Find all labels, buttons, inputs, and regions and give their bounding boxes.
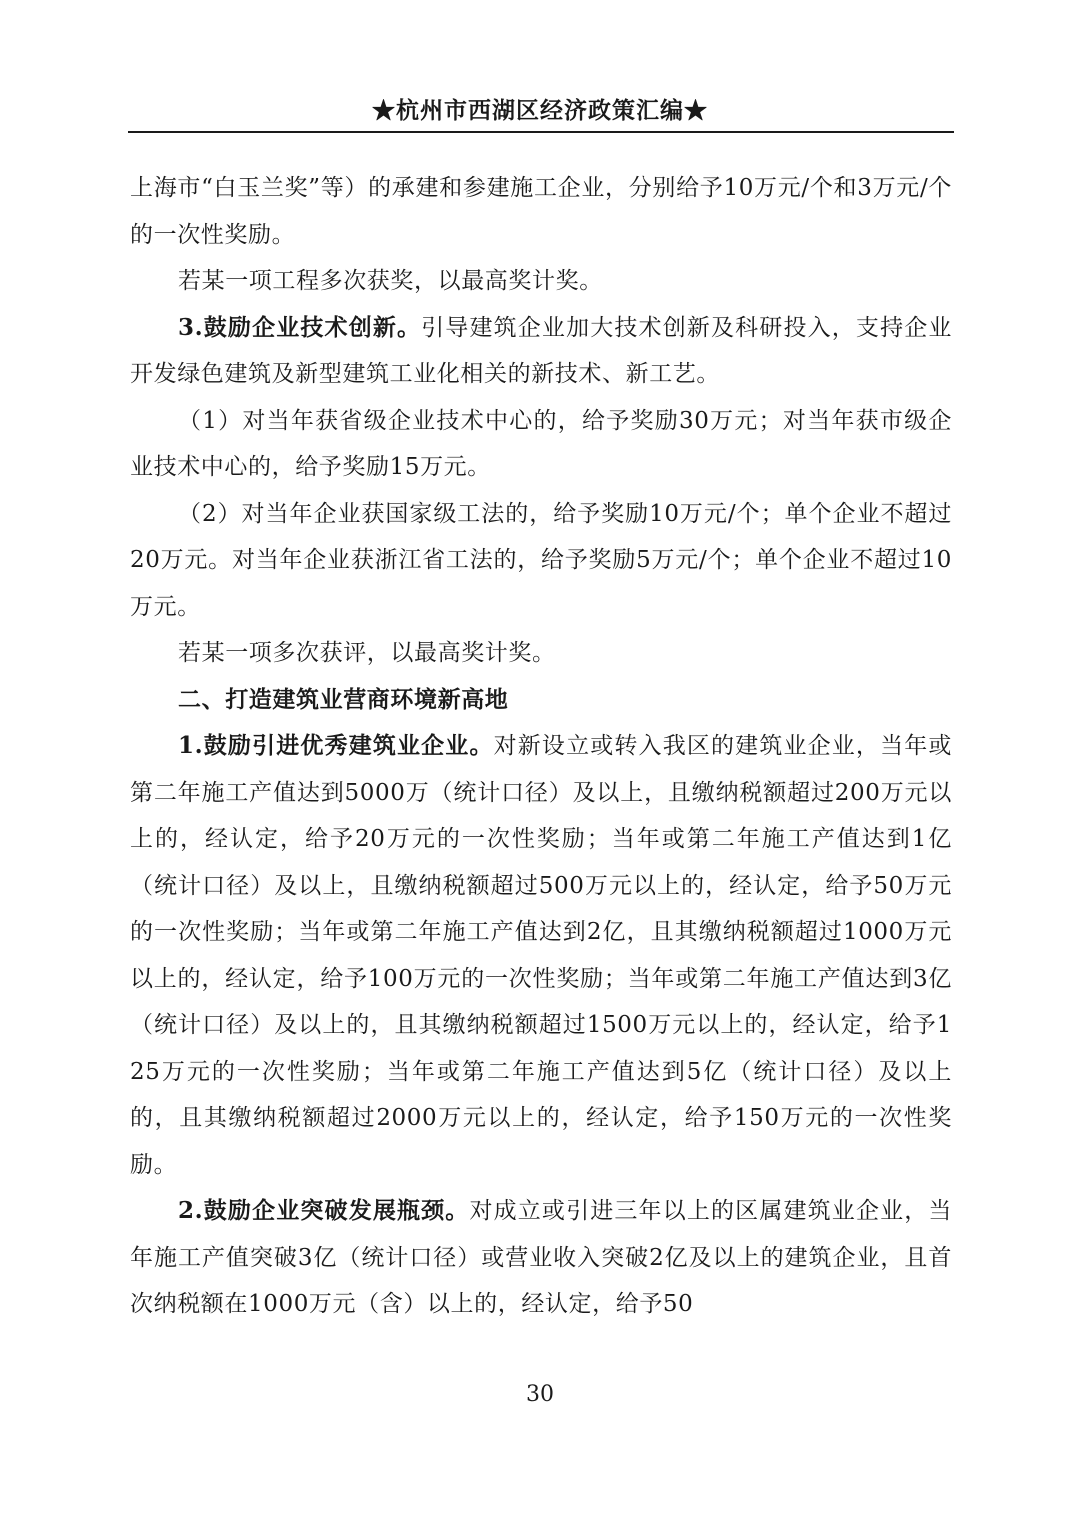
section-heading-business-environment: 二、打造建筑业营商环境新高地	[178, 686, 509, 713]
document-header-title: ★杭州市西湖区经济政策汇编★	[372, 97, 708, 124]
paragraph-tech-center-award: （1）对当年获省级企业技术中心的，给予奖励30万元；对当年获市级企业技术中心的，给予奖励15万元。	[130, 407, 952, 480]
attract-enterprises-body: 对新设立或转入我区的建筑业企业，当年或第二年施工产值达到5000万（统计口径）及以上，且缴纳税额超过200万元以上的，经认定，给予20万元的一次性奖励；当年或第二年施工产值达到1亿（统计口径）及以上，且缴纳税额超过500万元以上的，经认定，给予50万元的一次性奖励；当年或第二年施工产值达到2亿，且其缴纳税额超过1000万元以上的，经认定，给予100万元的一次性奖励；当年或第二年施工产值达到3亿（统计口径）及以上的，且其缴纳税额超过1500万元以上的，经认定，给予125万元的一次性奖励；当年或第二年施工产值达到5亿（统计口径）及以上的，且其缴纳税额超过2000万元以上的，经认定，给予150万元的一次性奖励。	[130, 733, 952, 1178]
header-divider	[128, 131, 954, 133]
breakthrough-development-lead: 2.鼓励企业突破发展瓶颈。	[178, 1197, 470, 1224]
tech-innovation-lead: 3.鼓励企业技术创新。	[178, 313, 422, 341]
paragraph-attract-enterprises	[130, 723, 952, 1188]
tech-innovation-body: 引导建筑企业加大技术创新及科研投入，支持企业开发绿色建筑及新型建筑工业化相关的新技术、新工艺。	[130, 314, 952, 387]
paragraph-multiple-evaluations-rule: 若某一项多次获评，以最高奖计奖。	[178, 640, 556, 666]
paragraph-multiple-awards-rule: 若某一项工程多次获奖，以最高奖计奖。	[178, 268, 603, 294]
breakthrough-development-body: 对成立或引进三年以上的区属建筑业企业，当年施工产值突破3亿（统计口径）或营业收入突破2亿及以上的建筑企业，且首次纳税额在1000万元（含）以上的，经认定，给予50	[130, 1198, 953, 1317]
paragraph-tech-innovation	[130, 305, 952, 398]
paragraph-construction-method-award: （2）对当年企业获国家级工法的，给予奖励10万元/个；单个企业不超过20万元。对当年企业获浙江省工法的，给予奖励5万元/个；单个企业不超过10万元。	[130, 500, 952, 620]
paragraph-award-continuation: 上海市“白玉兰奖”等）的承建和参建施工企业，分别给予10万元/个和3万元/个的一次性奖励。	[130, 175, 952, 248]
page-number: 30	[526, 1382, 554, 1407]
attract-enterprises-lead: 1.鼓励引进优秀建筑业企业。	[178, 732, 494, 759]
paragraph-breakthrough-development	[130, 1188, 952, 1328]
document-body	[130, 165, 952, 1328]
